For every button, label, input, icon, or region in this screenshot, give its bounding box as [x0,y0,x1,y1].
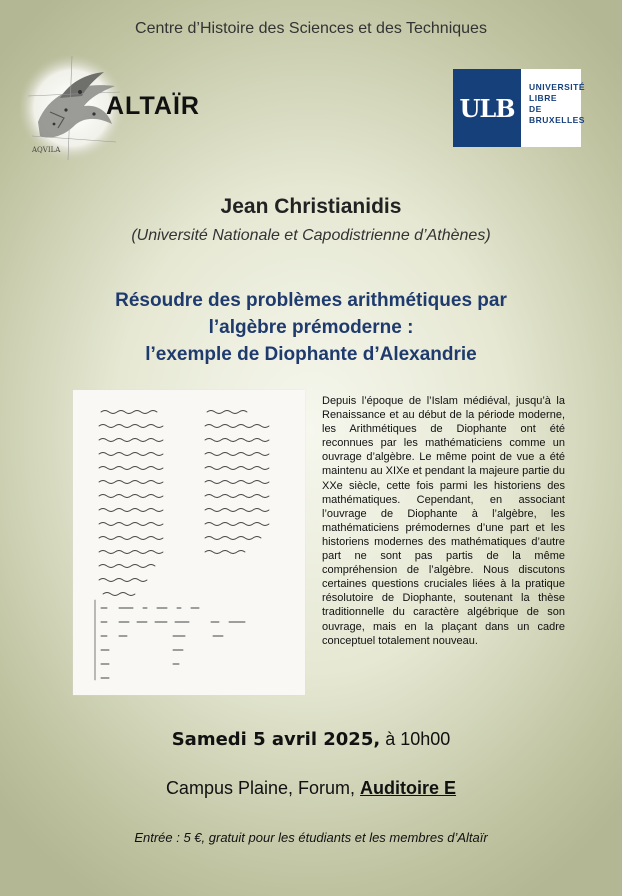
speaker-name: Jean Christianidis [220,195,402,218]
talk-title-line-3: l’exemple de Diophante d’Alexandrie [145,344,477,365]
entry-fee: Entrée : 5 €, gratuit pour les étudiants et les membres d’Altaïr [134,830,488,845]
ulb-logo [453,69,586,147]
venue-room: Auditoire E [360,778,457,798]
ulb-line-1: UNIVERSITÉ [529,82,586,92]
event-date: Samedi 5 avril 2025, [171,729,381,750]
ulb-fullname [529,82,585,126]
talk-title-line-1: Résoudre des problèmes arithmétiques par [115,290,507,311]
venue-location: Campus Plaine, Forum, [165,778,356,798]
event-datetime [0,729,622,750]
manuscript-image [73,390,305,695]
speaker-affiliation: (Université Nationale et Capodistrienne d’Athènes) [131,227,491,244]
talk-title [0,287,622,368]
altair-logo-text: ALTAÏR [106,92,200,120]
ulb-line-2: LIBRE [529,93,557,103]
ulb-line-3: DE BRUXELLES [529,104,585,125]
event-venue [0,778,622,799]
greek-manuscript-scan [73,390,305,695]
ulb-abbr: ULB [453,69,521,147]
organization-name: Centre d’Histoire des Sciences et des Techniques [135,20,487,37]
abstract-text: Depuis l’époque de l’Islam médiéval, jusqu’à la Renaissance et au début de la période moderne, les Arithmétiques de Diophante ont été reconnues par les mathématiciens comme un ouvrage d’algèbre. Le même point de vue a été maintenu au XIXe et pendant la majeure partie du XXe siècle, cette fois parmi les historiens des mathématiques. Cependant, en associant l’ouvrage de Diophante à l’algèbre, les mathématiciens prémodernes d’une part et les historiens modernes des mathématiques d’autre part ne sont pas partis de la même compréhension de l’algèbre. Nous discutons certaines questions cruciales liées à la pratique résolutoire de Diophante, soutenant la thèse traditionnelle du caractère algébrique de son ouvrage, mais en la plaçant dans un cadre conceptuel totalement nouveau. [322,395,565,647]
aquila-label: AQVILA [32,146,61,154]
event-time: à 10h00 [385,729,451,749]
talk-title-line-2: l’algèbre prémoderne : [208,317,414,338]
